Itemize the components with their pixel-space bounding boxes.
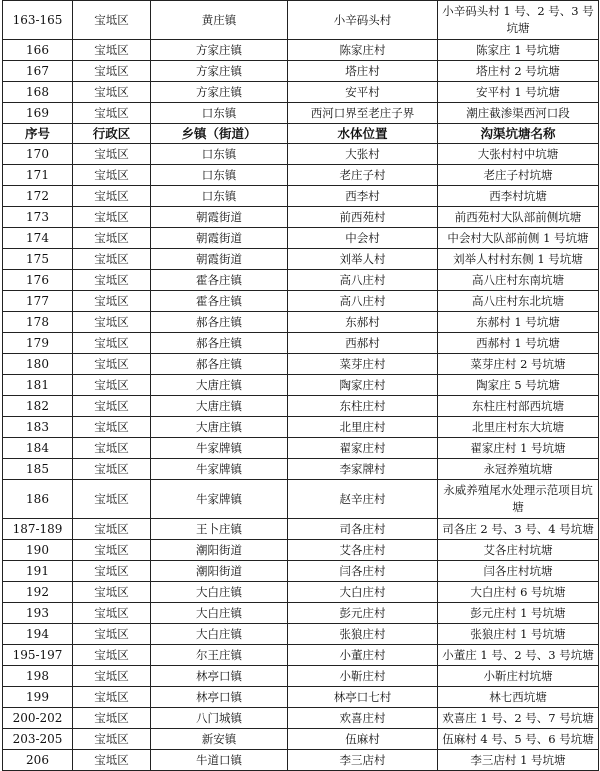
cell-num: 199 (3, 687, 73, 708)
table-row (3, 82, 599, 103)
cell-location: 伍麻村 (288, 729, 438, 750)
cell-name: 老庄子村坑塘 (438, 165, 599, 186)
cell-town: 朝霞街道 (151, 207, 288, 228)
cell-num: 182 (3, 396, 73, 417)
table-row (3, 603, 599, 624)
cell-name: 小辛码头村 1 号、2 号、3 号坑塘 (438, 1, 599, 40)
header-name: 沟渠坑塘名称 (438, 124, 599, 144)
header-town: 乡镇（街道） (151, 124, 288, 144)
cell-num: 178 (3, 312, 73, 333)
cell-name: 李三店村 1 号坑塘 (438, 750, 599, 771)
table-row (3, 270, 599, 291)
cell-name: 艾各庄村坑塘 (438, 540, 599, 561)
cell-district: 宝坻区 (73, 354, 151, 375)
table-row (3, 291, 599, 312)
cell-district: 宝坻区 (73, 249, 151, 270)
table-header (3, 124, 599, 144)
cell-location: 闫各庄村 (288, 561, 438, 582)
cell-town: 牛家牌镇 (151, 459, 288, 480)
table-body-bottom (3, 144, 599, 771)
header-location: 水体位置 (288, 124, 438, 144)
cell-location: 菜芽庄村 (288, 354, 438, 375)
cell-location: 赵辛庄村 (288, 480, 438, 519)
cell-district: 宝坻区 (73, 582, 151, 603)
cell-num: 184 (3, 438, 73, 459)
cell-num: 192 (3, 582, 73, 603)
cell-location: 小辛码头村 (288, 1, 438, 40)
cell-town: 牛道口镇 (151, 750, 288, 771)
table-row (3, 582, 599, 603)
table-row (3, 666, 599, 687)
cell-name: 司各庄 2 号、3 号、4 号坑塘 (438, 519, 599, 540)
cell-district: 宝坻区 (73, 561, 151, 582)
cell-num: 167 (3, 61, 73, 82)
cell-name: 小靳庄村坑塘 (438, 666, 599, 687)
cell-location: 前西苑村 (288, 207, 438, 228)
cell-town: 口东镇 (151, 165, 288, 186)
table-row (3, 624, 599, 645)
cell-num: 183 (3, 417, 73, 438)
cell-location: 大白庄村 (288, 582, 438, 603)
cell-name: 西李村坑塘 (438, 186, 599, 207)
cell-name: 塔庄村 2 号坑塘 (438, 61, 599, 82)
cell-district: 宝坻区 (73, 624, 151, 645)
table-row (3, 61, 599, 82)
cell-num: 166 (3, 40, 73, 61)
table-row (3, 165, 599, 186)
cell-name: 翟家庄村 1 号坑塘 (438, 438, 599, 459)
cell-town: 方家庄镇 (151, 40, 288, 61)
cell-num: 191 (3, 561, 73, 582)
cell-num: 174 (3, 228, 73, 249)
table-row (3, 561, 599, 582)
cell-district: 宝坻区 (73, 729, 151, 750)
cell-town: 大唐庄镇 (151, 375, 288, 396)
cell-location: 司各庄村 (288, 519, 438, 540)
cell-name: 陈家庄 1 号坑塘 (438, 40, 599, 61)
table-row (3, 354, 599, 375)
cell-name: 刘举人村村东侧 1 号坑塘 (438, 249, 599, 270)
cell-num: 173 (3, 207, 73, 228)
cell-location: 西李村 (288, 186, 438, 207)
cell-num: 194 (3, 624, 73, 645)
cell-town: 大唐庄镇 (151, 417, 288, 438)
table-row (3, 480, 599, 519)
cell-num: 195-197 (3, 645, 73, 666)
table-row (3, 186, 599, 207)
cell-town: 大白庄镇 (151, 624, 288, 645)
cell-district: 宝坻区 (73, 207, 151, 228)
cell-district: 宝坻区 (73, 666, 151, 687)
table-body-top (3, 1, 599, 124)
cell-town: 林亭口镇 (151, 666, 288, 687)
cell-num: 190 (3, 540, 73, 561)
cell-town: 口东镇 (151, 103, 288, 124)
cell-location: 彭元庄村 (288, 603, 438, 624)
cell-num: 179 (3, 333, 73, 354)
cell-district: 宝坻区 (73, 144, 151, 165)
cell-name: 伍麻村 4 号、5 号、6 号坑塘 (438, 729, 599, 750)
table-row (3, 249, 599, 270)
cell-location: 陶家庄村 (288, 375, 438, 396)
cell-town: 霍各庄镇 (151, 291, 288, 312)
cell-location: 北里庄村 (288, 417, 438, 438)
cell-district: 宝坻区 (73, 708, 151, 729)
cell-town: 八门城镇 (151, 708, 288, 729)
cell-name: 北里庄村东大坑塘 (438, 417, 599, 438)
cell-num: 203-205 (3, 729, 73, 750)
cell-town: 方家庄镇 (151, 82, 288, 103)
cell-town: 朝霞街道 (151, 228, 288, 249)
cell-location: 欢喜庄村 (288, 708, 438, 729)
cell-location: 东柱庄村 (288, 396, 438, 417)
cell-town: 潮阳街道 (151, 561, 288, 582)
cell-name: 东郝村 1 号坑塘 (438, 312, 599, 333)
cell-district: 宝坻区 (73, 750, 151, 771)
cell-district: 宝坻区 (73, 228, 151, 249)
table-row (3, 207, 599, 228)
cell-name: 永威养殖尾水处理示范项目坑塘 (438, 480, 599, 519)
cell-location: 东郝村 (288, 312, 438, 333)
cell-district: 宝坻区 (73, 603, 151, 624)
cell-name: 大白庄村 6 号坑塘 (438, 582, 599, 603)
cell-location: 西郝村 (288, 333, 438, 354)
cell-name: 林七西坑塘 (438, 687, 599, 708)
cell-town: 大唐庄镇 (151, 396, 288, 417)
cell-town: 方家庄镇 (151, 61, 288, 82)
cell-num: 187-189 (3, 519, 73, 540)
cell-name: 张狼庄村 1 号坑塘 (438, 624, 599, 645)
cell-district: 宝坻区 (73, 540, 151, 561)
cell-district: 宝坻区 (73, 687, 151, 708)
cell-district: 宝坻区 (73, 270, 151, 291)
cell-town: 郝各庄镇 (151, 312, 288, 333)
cell-town: 口东镇 (151, 186, 288, 207)
cell-location: 中会村 (288, 228, 438, 249)
cell-name: 高八庄村东北坑塘 (438, 291, 599, 312)
cell-town: 王卜庄镇 (151, 519, 288, 540)
cell-town: 大白庄镇 (151, 603, 288, 624)
cell-district: 宝坻区 (73, 40, 151, 61)
cell-district: 宝坻区 (73, 480, 151, 519)
cell-district: 宝坻区 (73, 459, 151, 480)
cell-name: 中会村大队部前侧 1 号坑塘 (438, 228, 599, 249)
cell-location: 高八庄村 (288, 270, 438, 291)
cell-name: 高八庄村东南坑塘 (438, 270, 599, 291)
cell-town: 大白庄镇 (151, 582, 288, 603)
cell-location: 小董庄村 (288, 645, 438, 666)
cell-num: 181 (3, 375, 73, 396)
header-row (3, 124, 599, 144)
table-row (3, 687, 599, 708)
cell-location: 安平村 (288, 82, 438, 103)
cell-town: 霍各庄镇 (151, 270, 288, 291)
table-row (3, 459, 599, 480)
cell-town: 黄庄镇 (151, 1, 288, 40)
cell-name: 东柱庄村部西坑塘 (438, 396, 599, 417)
cell-location: 陈家庄村 (288, 40, 438, 61)
cell-num: 193 (3, 603, 73, 624)
cell-name: 安平村 1 号坑塘 (438, 82, 599, 103)
cell-num: 172 (3, 186, 73, 207)
cell-town: 牛家牌镇 (151, 480, 288, 519)
cell-district: 宝坻区 (73, 103, 151, 124)
cell-name: 欢喜庄 1 号、2 号、7 号坑塘 (438, 708, 599, 729)
cell-town: 郝各庄镇 (151, 333, 288, 354)
cell-name: 大张村村中坑塘 (438, 144, 599, 165)
cell-name: 彭元庄村 1 号坑塘 (438, 603, 599, 624)
table-row (3, 103, 599, 124)
cell-num: 175 (3, 249, 73, 270)
cell-district: 宝坻区 (73, 186, 151, 207)
cell-num: 169 (3, 103, 73, 124)
cell-name: 潮庄截渗渠西河口段 (438, 103, 599, 124)
cell-name: 陶家庄 5 号坑塘 (438, 375, 599, 396)
cell-location: 翟家庄村 (288, 438, 438, 459)
cell-district: 宝坻区 (73, 61, 151, 82)
cell-name: 菜芽庄村 2 号坑塘 (438, 354, 599, 375)
table-row (3, 417, 599, 438)
cell-location: 高八庄村 (288, 291, 438, 312)
cell-num: 163-165 (3, 1, 73, 40)
cell-num: 168 (3, 82, 73, 103)
cell-name: 永冠养殖坑塘 (438, 459, 599, 480)
cell-location: 张狼庄村 (288, 624, 438, 645)
cell-district: 宝坻区 (73, 396, 151, 417)
cell-district: 宝坻区 (73, 312, 151, 333)
cell-location: 老庄子村 (288, 165, 438, 186)
table-row (3, 144, 599, 165)
cell-name: 闫各庄村坑塘 (438, 561, 599, 582)
cell-town: 新安镇 (151, 729, 288, 750)
table-row (3, 312, 599, 333)
cell-district: 宝坻区 (73, 417, 151, 438)
table-row (3, 40, 599, 61)
cell-name: 前西苑村大队部前侧坑塘 (438, 207, 599, 228)
table-row (3, 1, 599, 40)
table-row (3, 228, 599, 249)
cell-location: 西河口界至老庄子界 (288, 103, 438, 124)
cell-district: 宝坻区 (73, 519, 151, 540)
cell-district: 宝坻区 (73, 165, 151, 186)
cell-location: 李家牌村 (288, 459, 438, 480)
cell-location: 小靳庄村 (288, 666, 438, 687)
cell-district: 宝坻区 (73, 1, 151, 40)
cell-num: 170 (3, 144, 73, 165)
table-row (3, 645, 599, 666)
cell-location: 刘举人村 (288, 249, 438, 270)
cell-num: 206 (3, 750, 73, 771)
cell-town: 朝霞街道 (151, 249, 288, 270)
table-row (3, 540, 599, 561)
cell-town: 潮阳街道 (151, 540, 288, 561)
cell-name: 小董庄 1 号、2 号、3 号坑塘 (438, 645, 599, 666)
cell-location: 塔庄村 (288, 61, 438, 82)
table-row (3, 750, 599, 771)
cell-district: 宝坻区 (73, 333, 151, 354)
cell-num: 177 (3, 291, 73, 312)
cell-num: 180 (3, 354, 73, 375)
cell-location: 李三店村 (288, 750, 438, 771)
cell-town: 林亭口镇 (151, 687, 288, 708)
cell-town: 尔王庄镇 (151, 645, 288, 666)
table-row (3, 438, 599, 459)
cell-town: 口东镇 (151, 144, 288, 165)
cell-location: 大张村 (288, 144, 438, 165)
table-row (3, 375, 599, 396)
cell-num: 176 (3, 270, 73, 291)
cell-town: 郝各庄镇 (151, 354, 288, 375)
table-row (3, 708, 599, 729)
cell-location: 林亭口七村 (288, 687, 438, 708)
table-row (3, 729, 599, 750)
table-row (3, 396, 599, 417)
header-num: 序号 (3, 124, 73, 144)
cell-district: 宝坻区 (73, 82, 151, 103)
table-row (3, 333, 599, 354)
table-row (3, 519, 599, 540)
cell-num: 171 (3, 165, 73, 186)
cell-num: 186 (3, 480, 73, 519)
cell-location: 艾各庄村 (288, 540, 438, 561)
cell-district: 宝坻区 (73, 291, 151, 312)
cell-num: 185 (3, 459, 73, 480)
header-district: 行政区 (73, 124, 151, 144)
cell-num: 198 (3, 666, 73, 687)
cell-district: 宝坻区 (73, 645, 151, 666)
cell-district: 宝坻区 (73, 375, 151, 396)
cell-name: 西郝村 1 号坑塘 (438, 333, 599, 354)
cell-num: 200-202 (3, 708, 73, 729)
cell-district: 宝坻区 (73, 438, 151, 459)
pond-list-table (2, 0, 599, 771)
cell-town: 牛家牌镇 (151, 438, 288, 459)
